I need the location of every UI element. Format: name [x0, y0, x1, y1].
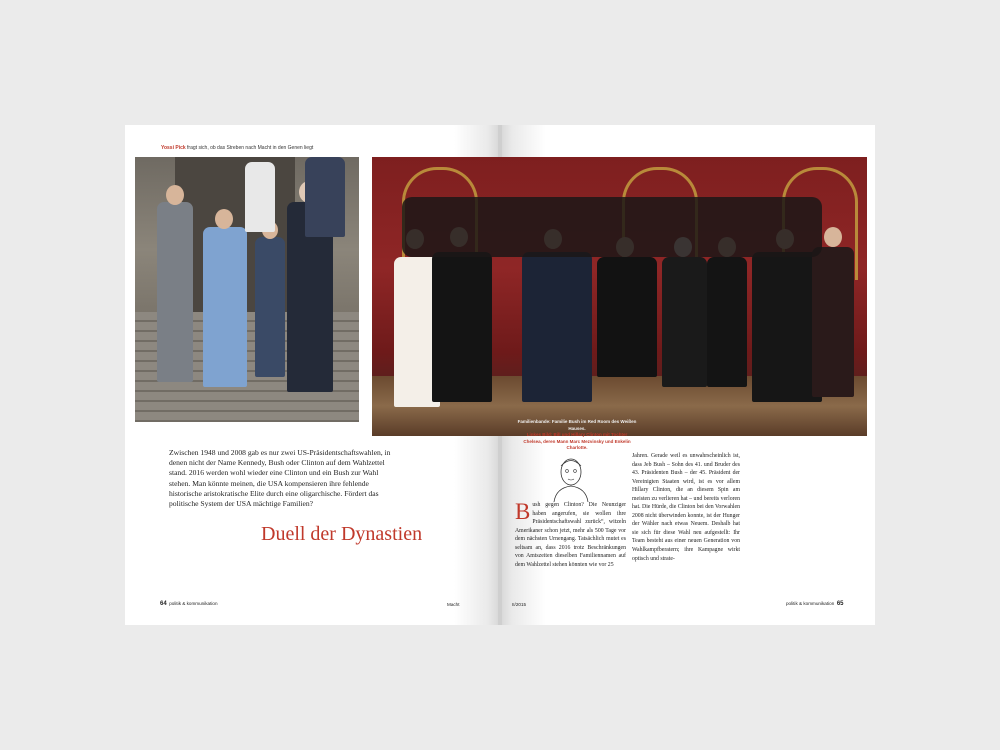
- body-column-1-text: ush gegen Clinton? Die Neunziger haben angerufen, sie wollen ihre Präsidentschaftswahl zurück“, witzeln Amerikaner schon jetzt, mehr als 500 Tage vor dem nächsten Urnengang. Tatsächlich mutet es seltsam an, dass 2016 trotz Beschränkungen von Amtszeiten dieselben Familiennamen auf dem Wahlzettel stehen könnten wie vor 25: [515, 502, 626, 568]
- page-number-left: 64: [160, 601, 167, 607]
- caption-white: Familienbande: Familie Bush im Red Room des Weißen Hauses.: [517, 419, 637, 431]
- page-number-right: 65: [836, 601, 844, 607]
- footer-right-text: politik & kommunikation: [786, 601, 835, 606]
- footer-left-text: politik & kommunikation: [169, 601, 218, 606]
- body-column-2: Jahren. Gerade weil es unwahrscheinlich ist, dass Jeb Bush – Sohn des 41. und Bruder des 43. Präsidenten Bush – der 45. Präsident der Vereinigten Staaten wird, ist es vor allem Hillary Clinton, die an diesem Spin am meisten zu verlieren hat – und bereits verloren hat. Die Hürde, die Clinton bei den Vorwahlen 2008 nicht überwinden konnte, ist der Hunger der Wähler nach etwas Neuem. Deshalb hat sie sich für diese Wahl neu aufgestellt: Ihr Team besteht aus einer neuen Generation von Wahlkampfberatern; ihre Kampagne wirkt optisch und strate-: [632, 453, 740, 562]
- body-column-1: [515, 501, 626, 569]
- photo-caption: [517, 419, 637, 452]
- byline-text: fragt sich, ob das Streben nach Macht in den Genen liegt: [187, 145, 314, 151]
- caption-red: Linkes Bild: Bill und Hillary Clinton mit Tochter Chelsea, deren Mann Marc Mezvinsky und Enkelin Charlotte.: [523, 432, 631, 451]
- footer-section: Macht: [447, 602, 460, 607]
- clinton-family-photo: [135, 157, 359, 422]
- byline: [161, 145, 313, 151]
- footer-right: [786, 601, 844, 607]
- intro-text: Zwischen 1948 und 2008 gab es nur zwei US-Präsidentschaftswahlen, in denen nicht der Name Kennedy, Bush oder Clinton auf dem Wahlzettel stand. 2016 werden wohl wieder eine Clinton und ein Bush zur Wahl stehen. Man könnte meinen, die USA kompensieren ihre fehlende historische aristokratische Elite durch eine oligarchische. Fördert das politische System der USA mächtige Familien?: [169, 448, 391, 509]
- headline: Duell der Dynastien: [261, 523, 423, 545]
- drop-cap: B: [515, 499, 531, 524]
- footer-left: [160, 601, 218, 607]
- magazine-spread: [125, 125, 875, 625]
- footer-issue: II/2015: [512, 602, 527, 607]
- author-sketch-icon: [546, 452, 596, 504]
- bush-family-photo: [372, 157, 867, 436]
- byline-author: Yossi Pick: [161, 145, 186, 151]
